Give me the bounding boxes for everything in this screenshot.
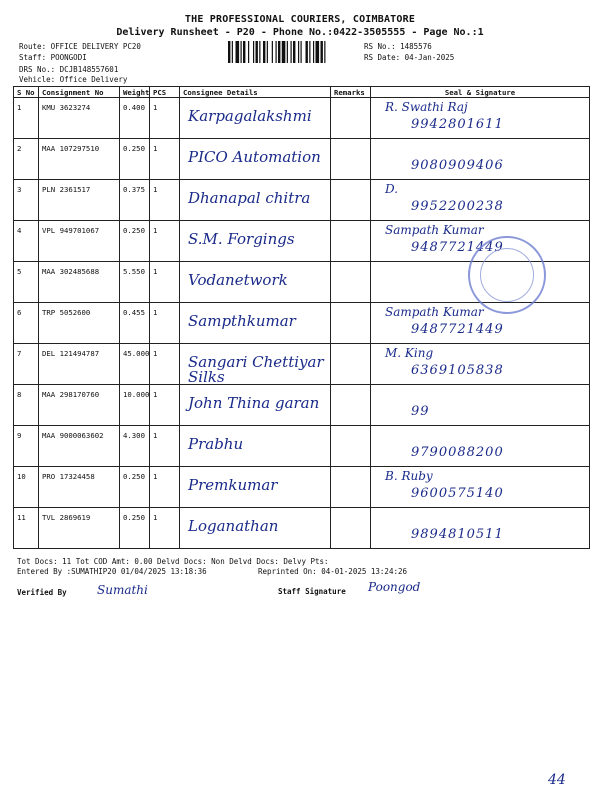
row-consignment-no: PRO 17324458	[39, 467, 120, 508]
table-row	[14, 385, 590, 426]
staff-signature-label: Staff Signature	[278, 587, 346, 596]
row-remarks	[331, 467, 371, 508]
row-remarks	[331, 221, 371, 262]
staff-label: Staff: POONGODI	[19, 53, 87, 62]
row-remarks	[331, 508, 371, 549]
row-remarks	[331, 426, 371, 467]
row-receiver-phone: 9942801611	[411, 117, 504, 132]
row-consignment-no: PLN 2361517	[39, 180, 120, 221]
row-receiver-signature: Sampath Kumar	[385, 305, 484, 319]
table-row	[14, 426, 590, 467]
row-consignee-cell	[180, 344, 331, 385]
row-weight: 0.400	[120, 98, 150, 139]
runsheet-subtitle: Delivery Runsheet - P20 - Phone No.:0422-3505555 - Page No.:1	[116, 27, 484, 38]
row-seal-signature-cell	[371, 508, 590, 549]
row-receiver-phone: 9487721449	[411, 240, 504, 255]
row-consignment-no: TRP 5052600	[39, 303, 120, 344]
row-consignee-cell	[180, 180, 331, 221]
row-weight: 0.375	[120, 180, 150, 221]
row-remarks	[331, 344, 371, 385]
row-sno: 1	[14, 98, 39, 139]
row-consignee-cell	[180, 262, 331, 303]
row-consignee-handwritten: S.M. Forgings	[188, 230, 295, 248]
row-weight: 0.250	[120, 467, 150, 508]
company-title: THE PROFESSIONAL COURIERS, COIMBATORE	[184, 14, 416, 25]
row-weight: 0.250	[120, 221, 150, 262]
col-header-consignee: Consignee Details	[180, 87, 331, 98]
row-seal-signature-cell	[371, 385, 590, 426]
runsheet-table	[13, 86, 590, 549]
row-consignee-handwritten: Sangari Chettiyar Silks	[188, 353, 324, 386]
row-receiver-signature: M. King	[385, 346, 434, 360]
row-sno: 3	[14, 180, 39, 221]
row-pcs: 1	[150, 180, 180, 221]
barcode-image	[228, 41, 358, 63]
row-weight: 0.250	[120, 508, 150, 549]
delivery-stamp	[468, 236, 546, 314]
vehicle-label: Vehicle: Office Delivery	[19, 75, 128, 84]
row-pcs: 1	[150, 98, 180, 139]
row-consignee-handwritten: Prabhu	[188, 435, 244, 453]
row-pcs: 1	[150, 262, 180, 303]
row-weight: 4.300	[120, 426, 150, 467]
table-header-row	[14, 87, 590, 98]
row-receiver-signature: D.	[385, 182, 399, 196]
col-header-weight: Weight	[120, 87, 150, 98]
drs-number: DRS No.: DCJB148557601	[19, 65, 119, 74]
rs-number: RS No.: 1485576	[364, 42, 432, 51]
row-sno: 9	[14, 426, 39, 467]
row-consignee-cell	[180, 385, 331, 426]
row-pcs: 1	[150, 303, 180, 344]
row-remarks	[331, 98, 371, 139]
row-remarks	[331, 139, 371, 180]
entered-by: Entered By :SUMATHIP20 01/04/2025 13:18:36	[17, 567, 207, 576]
footer-summary: Tot Docs: 11 Tot COD Amt: 0.00 Delvd Docs: Non Delvd Docs: Delvy Pts:	[17, 557, 329, 566]
row-receiver-phone: 9790088200	[411, 445, 504, 460]
row-pcs: 1	[150, 467, 180, 508]
row-consignment-no: MAA 302485688	[39, 262, 120, 303]
row-seal-signature-cell	[371, 180, 590, 221]
row-receiver-phone: 9952200238	[411, 199, 504, 214]
row-consignee-handwritten: Vodanetwork	[188, 271, 288, 289]
row-sno: 11	[14, 508, 39, 549]
row-consignee-handwritten: Dhanapal chitra	[188, 189, 311, 207]
row-receiver-phone: 99	[411, 404, 430, 419]
row-seal-signature-cell	[371, 467, 590, 508]
row-pcs: 1	[150, 344, 180, 385]
row-consignee-cell	[180, 508, 331, 549]
row-remarks	[331, 385, 371, 426]
row-receiver-phone: 9894810511	[411, 527, 504, 542]
col-header-remarks: Remarks	[331, 87, 371, 98]
row-seal-signature-cell	[371, 139, 590, 180]
row-seal-signature-cell	[371, 426, 590, 467]
verified-signature: Sumathi	[97, 583, 148, 597]
row-pcs: 1	[150, 221, 180, 262]
row-receiver-phone: 9487721449	[411, 322, 504, 337]
row-consignee-cell	[180, 303, 331, 344]
row-consignment-no: MAA 107297510	[39, 139, 120, 180]
col-header-consignment: Consignment No	[39, 87, 120, 98]
row-receiver-signature: R. Swathi Raj	[385, 100, 468, 114]
row-sno: 4	[14, 221, 39, 262]
row-seal-signature-cell	[371, 303, 590, 344]
row-consignee-handwritten: John Thina garan	[188, 394, 320, 412]
row-consignee-cell	[180, 221, 331, 262]
col-header-sno: S No	[14, 87, 39, 98]
row-receiver-signature: B. Ruby	[385, 469, 433, 483]
row-remarks	[331, 180, 371, 221]
row-seal-signature-cell	[371, 98, 590, 139]
table-row	[14, 344, 590, 385]
row-consignee-handwritten: Premkumar	[188, 476, 278, 494]
row-consignee-cell	[180, 426, 331, 467]
row-receiver-phone: 9600575140	[411, 486, 504, 501]
row-consignee-handwritten: PICO Automation	[188, 148, 321, 166]
verified-by-label: Verified By	[17, 588, 67, 597]
row-weight: 10.000	[120, 385, 150, 426]
route-label: Route: OFFICE DELIVERY PC20	[19, 42, 141, 51]
reprinted-on: Reprinted On: 04-01-2025 13:24:26	[258, 567, 408, 576]
row-pcs: 1	[150, 139, 180, 180]
row-remarks	[331, 303, 371, 344]
row-sno: 2	[14, 139, 39, 180]
table-row	[14, 139, 590, 180]
row-consignee-handwritten: Loganathan	[188, 517, 279, 535]
row-sno: 7	[14, 344, 39, 385]
row-consignment-no: TVL 2869619	[39, 508, 120, 549]
row-seal-signature-cell	[371, 344, 590, 385]
staff-signature: Poongod	[368, 580, 421, 594]
table-row	[14, 98, 590, 139]
row-remarks	[331, 262, 371, 303]
table-row	[14, 508, 590, 549]
row-consignee-handwritten: Sampthkumar	[188, 312, 296, 330]
row-weight: 5.550	[120, 262, 150, 303]
row-sno: 8	[14, 385, 39, 426]
table-row	[14, 180, 590, 221]
row-consignee-cell	[180, 467, 331, 508]
row-consignment-no: MAA 298170760	[39, 385, 120, 426]
row-consignee-cell	[180, 139, 331, 180]
row-receiver-phone: 9080909406	[411, 158, 504, 173]
row-weight: 45.000	[120, 344, 150, 385]
row-consignment-no: VPL 949701067	[39, 221, 120, 262]
row-receiver-phone: 6369105838	[411, 363, 504, 378]
row-weight: 0.250	[120, 139, 150, 180]
col-header-pcs: PCS	[150, 87, 180, 98]
table-row	[14, 467, 590, 508]
row-sno: 10	[14, 467, 39, 508]
rs-date: RS Date: 04-Jan-2025	[364, 53, 455, 62]
row-sno: 6	[14, 303, 39, 344]
row-receiver-signature: Sampath Kumar	[385, 223, 484, 237]
row-weight: 0.455	[120, 303, 150, 344]
page-note: 44	[548, 772, 566, 788]
row-consignment-no: MAA 9000063602	[39, 426, 120, 467]
row-consignment-no: DEL 121494787	[39, 344, 120, 385]
row-consignee-handwritten: Karpagalakshmi	[188, 107, 312, 125]
row-pcs: 1	[150, 508, 180, 549]
row-consignment-no: KMU 3623274	[39, 98, 120, 139]
row-pcs: 1	[150, 426, 180, 467]
row-consignee-cell	[180, 98, 331, 139]
col-header-seal: Seal & Signature	[371, 87, 590, 98]
row-pcs: 1	[150, 385, 180, 426]
row-sno: 5	[14, 262, 39, 303]
